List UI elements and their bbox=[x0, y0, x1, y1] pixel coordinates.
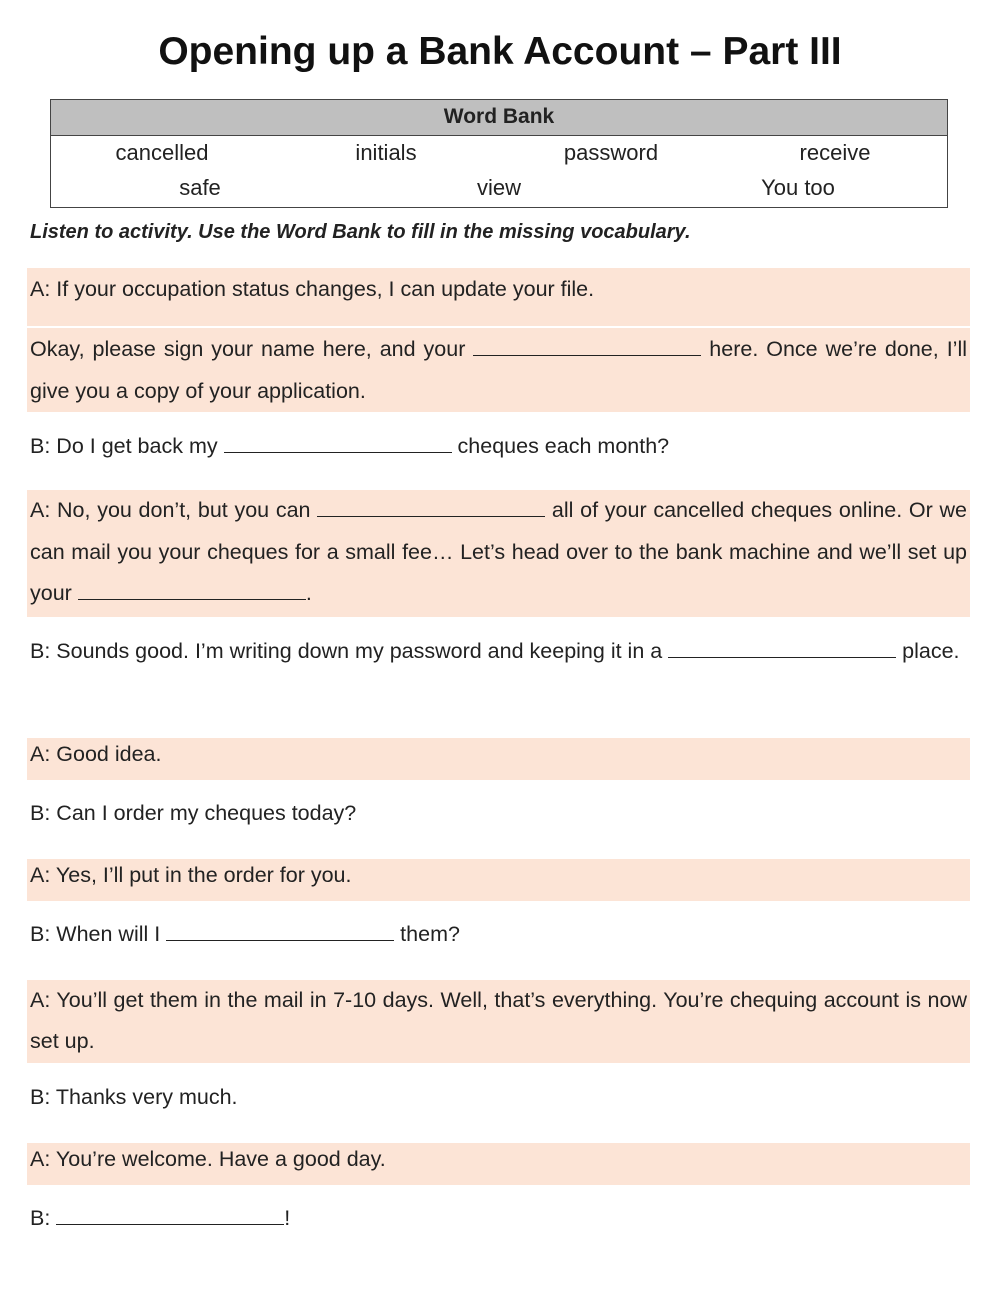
blank-input[interactable] bbox=[56, 1200, 284, 1225]
line-text: B: Can I order my cheques today? bbox=[30, 801, 357, 825]
line-text: B: bbox=[30, 1206, 57, 1230]
dialogue-line bbox=[27, 1143, 970, 1185]
dialogue-line bbox=[27, 328, 970, 412]
word-bank-word: receive bbox=[799, 140, 871, 165]
word-bank-word: safe bbox=[179, 175, 221, 200]
dialogue-line bbox=[27, 792, 970, 834]
line-text: . bbox=[305, 581, 312, 605]
word-bank-word: cancelled bbox=[115, 140, 209, 165]
line-text: here. Once we’re done, I’ll give you a copy of your application. bbox=[30, 337, 967, 403]
word-bank-word: You too bbox=[761, 175, 835, 200]
word-bank-word: initials bbox=[355, 140, 417, 165]
line-text: B: Sounds good. I’m writing down my password and keeping it in a bbox=[30, 639, 669, 663]
dialogue-line bbox=[27, 859, 970, 901]
word-bank-heading: Word Bank bbox=[51, 100, 947, 136]
blank-input[interactable] bbox=[224, 428, 452, 453]
blank-input[interactable] bbox=[317, 492, 545, 517]
blank-input[interactable] bbox=[166, 916, 394, 941]
line-text: A: No, you don’t, but you can bbox=[30, 498, 318, 522]
dialogue-line bbox=[27, 490, 970, 617]
line-text: A: Yes, I’ll put in the order for you. bbox=[30, 863, 352, 887]
dialogue-line bbox=[27, 738, 970, 780]
line-text: B: Do I get back my bbox=[30, 434, 224, 458]
dialogue-line bbox=[27, 980, 970, 1063]
dialogue-line bbox=[27, 913, 970, 955]
word-bank-word: view bbox=[476, 175, 522, 200]
blank-input[interactable] bbox=[473, 331, 701, 356]
line-text: A: If your occupation status changes, I can update your file. bbox=[30, 277, 595, 301]
line-text: B: Thanks very much. bbox=[30, 1085, 238, 1109]
dialogue-line bbox=[27, 1197, 970, 1239]
dialogue-line bbox=[27, 268, 970, 326]
line-text: all of your cancelled cheques online. Or we can mail you your cheques for a small fee… Let’s head over to the bank machine and we’ll set up your bbox=[30, 498, 968, 605]
blank-input[interactable] bbox=[668, 633, 896, 658]
blank-input[interactable] bbox=[78, 575, 306, 600]
page-title: Opening up a Bank Account – Part III bbox=[158, 30, 842, 73]
dialogue-line bbox=[27, 1076, 970, 1118]
word-bank-word: password bbox=[563, 140, 659, 165]
line-text: Okay, please sign your name here, and your bbox=[30, 337, 474, 361]
instructions: Listen to activity. Use the Word Bank to fill in the missing vocabulary. bbox=[30, 221, 691, 243]
dialogue-line bbox=[27, 630, 970, 672]
line-text: them? bbox=[394, 922, 460, 946]
line-text: A: Good idea. bbox=[30, 742, 162, 766]
line-text: place. bbox=[896, 639, 960, 663]
dialogue-line bbox=[27, 425, 970, 467]
line-text: ! bbox=[284, 1206, 291, 1230]
word-bank bbox=[50, 99, 948, 208]
line-text: cheques each month? bbox=[451, 434, 670, 458]
line-text: A: You’re welcome. Have a good day. bbox=[30, 1147, 386, 1171]
line-text: B: When will I bbox=[30, 922, 167, 946]
line-text: A: You’ll get them in the mail in 7-10 days. Well, that’s everything. You’re chequing account is now set up. bbox=[30, 988, 967, 1053]
